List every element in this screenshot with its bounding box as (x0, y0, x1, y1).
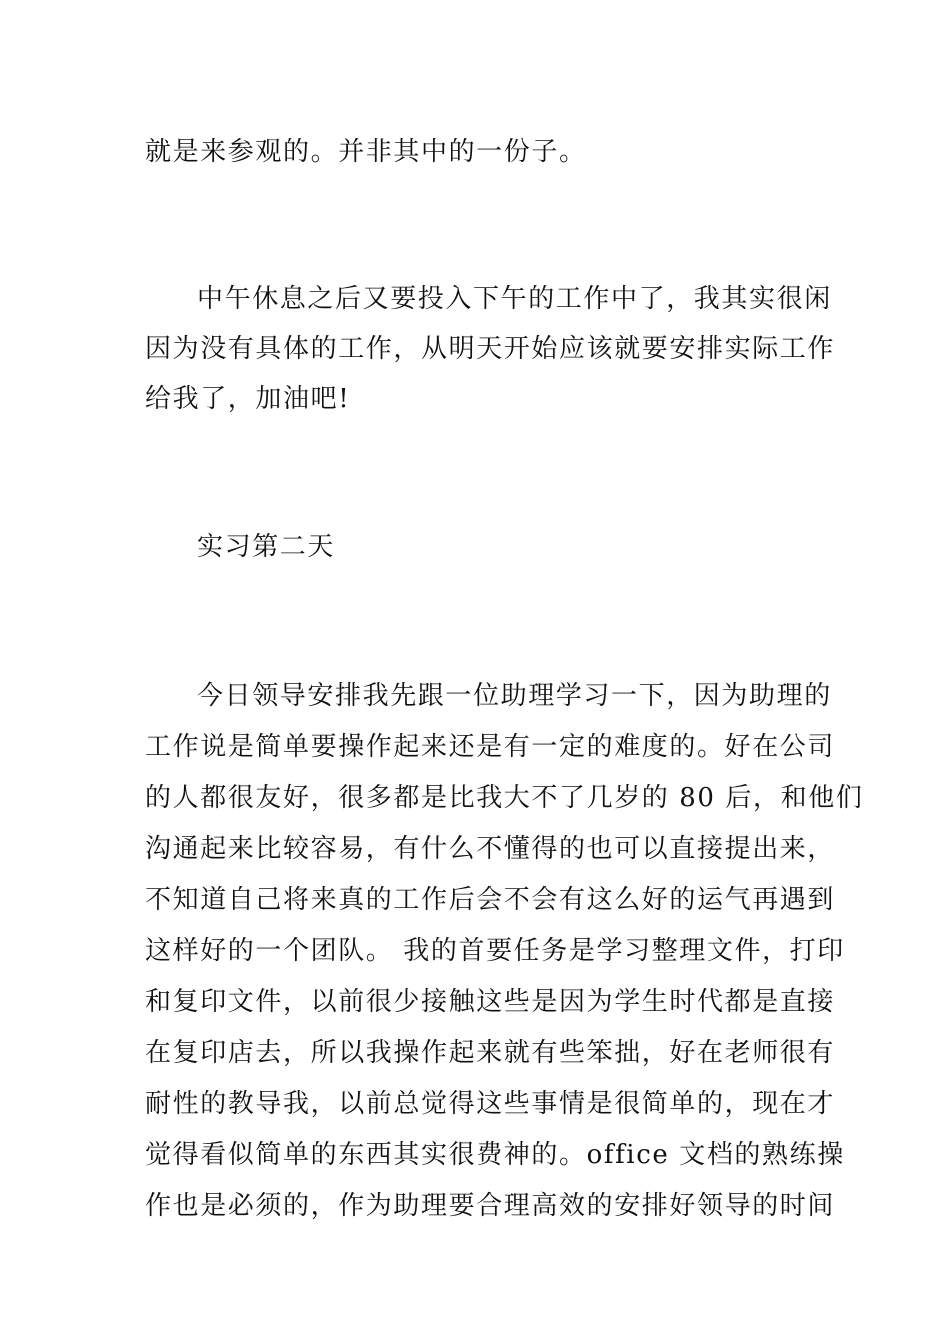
paragraph-2-line-2: 因为没有具体的工作，从明天开始应该就要安排实际工作 (145, 334, 836, 364)
paragraph-4-line-9: 耐性的教导我，以前总觉得这些事情是很简单的，现在才 (145, 1089, 836, 1119)
paragraph-4-line-5: 不知道自己将来真的工作后会不会有这么好的运气再遇到 (145, 885, 836, 915)
paragraph-4-line-1: 今日领导安排我先跟一位助理学习一下，因为助理的 (197, 681, 832, 711)
paragraph-4-line-8: 在复印店去，所以我操作起来就有些笨拙，好在老师很有 (145, 1038, 836, 1068)
paragraph-4-line-7: 和复印文件，以前很少接触这些是因为学生时代都是直接 (145, 987, 836, 1017)
section-heading-day-two: 实习第二天 (197, 532, 336, 562)
paragraph-2-line-3: 给我了，加油吧! (145, 384, 351, 414)
paragraph-2-line-1: 中午休息之后又要投入下午的工作中了，我其实很闲 (197, 284, 832, 314)
paragraph-1-line-1: 就是来参观的。并非其中的一份子。 (145, 137, 587, 167)
paragraph-4-line-6: 这样好的一个团队。 我的首要任务是学习整理文件，打印 (145, 936, 845, 966)
paragraph-4-line-11: 作也是必须的，作为助理要合理高效的安排好领导的时间 (145, 1191, 836, 1221)
paragraph-4-line-2: 工作说是简单要操作起来还是有一定的难度的。好在公司 (145, 732, 836, 762)
paragraph-4-line-4: 沟通起来比较容易，有什么不懂得的也可以直接提出来， (145, 834, 836, 864)
paragraph-4-line-10: 觉得看似简单的东西其实很费神的。office 文档的熟练操 (145, 1140, 845, 1170)
paragraph-4-line-3: 的人都很友好，很多都是比我大不了几岁的 80 后，和他们 (145, 783, 864, 813)
